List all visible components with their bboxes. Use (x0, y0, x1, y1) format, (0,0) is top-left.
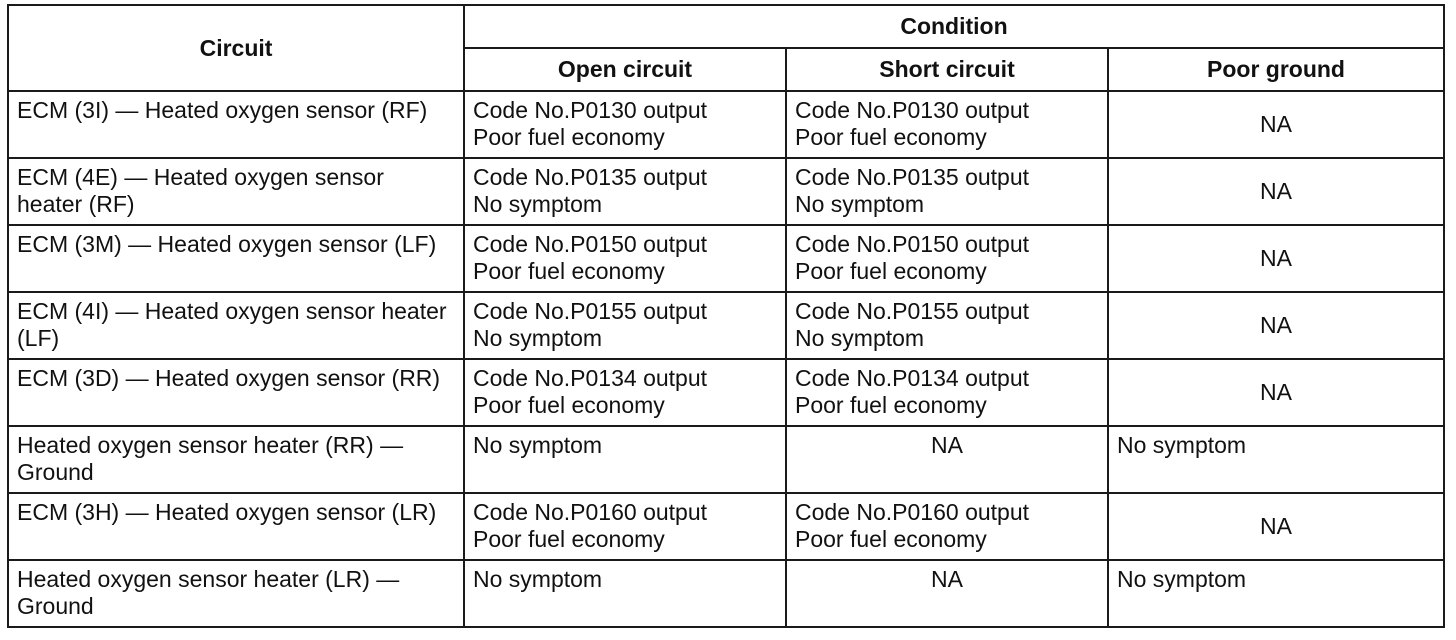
circuit-condition-table (7, 4, 1445, 628)
circuit-cell: ECM (3M) — Heated oxygen sensor (LF) (8, 225, 464, 292)
poor-ground-cell: No symptom (1108, 560, 1444, 627)
circuit-cell: Heated oxygen sensor heater (RR) — Ground (8, 426, 464, 493)
open-circuit-cell: Code No.P0135 output No symptom (464, 158, 786, 225)
header-poor-ground: Poor ground (1108, 48, 1444, 91)
circuit-cell: ECM (3I) — Heated oxygen sensor (RF) (8, 91, 464, 158)
header-condition: Condition (464, 5, 1444, 48)
open-circuit-cell: Code No.P0150 output Poor fuel economy (464, 225, 786, 292)
open-circuit-cell: Code No.P0160 output Poor fuel economy (464, 493, 786, 560)
table-row (8, 158, 1444, 225)
open-circuit-cell: Code No.P0155 output No symptom (464, 292, 786, 359)
short-circuit-cell: Code No.P0135 output No symptom (786, 158, 1108, 225)
poor-ground-cell: NA (1108, 158, 1444, 225)
circuit-cell: ECM (4E) — Heated oxygen sensor heater (RF) (8, 158, 464, 225)
table-row (8, 225, 1444, 292)
circuit-cell: ECM (3D) — Heated oxygen sensor (RR) (8, 359, 464, 426)
circuit-cell: ECM (4I) — Heated oxygen sensor heater (LF) (8, 292, 464, 359)
open-circuit-cell: No symptom (464, 426, 786, 493)
poor-ground-cell: NA (1108, 493, 1444, 560)
header-short-circuit: Short circuit (786, 48, 1108, 91)
short-circuit-cell: Code No.P0155 output No symptom (786, 292, 1108, 359)
short-circuit-cell: NA (786, 560, 1108, 627)
table-row (8, 560, 1444, 627)
diagnosis-table-container (7, 4, 1445, 628)
poor-ground-cell: NA (1108, 359, 1444, 426)
circuit-cell: ECM (3H) — Heated oxygen sensor (LR) (8, 493, 464, 560)
header-circuit: Circuit (8, 5, 464, 91)
table-row (8, 493, 1444, 560)
table-row (8, 426, 1444, 493)
poor-ground-cell: NA (1108, 292, 1444, 359)
open-circuit-cell: No symptom (464, 560, 786, 627)
poor-ground-cell: NA (1108, 91, 1444, 158)
short-circuit-cell: Code No.P0134 output Poor fuel economy (786, 359, 1108, 426)
open-circuit-cell: Code No.P0134 output Poor fuel economy (464, 359, 786, 426)
header-open-circuit: Open circuit (464, 48, 786, 91)
short-circuit-cell: Code No.P0160 output Poor fuel economy (786, 493, 1108, 560)
open-circuit-cell: Code No.P0130 output Poor fuel economy (464, 91, 786, 158)
circuit-cell: Heated oxygen sensor heater (LR) — Ground (8, 560, 464, 627)
table-row (8, 292, 1444, 359)
short-circuit-cell: NA (786, 426, 1108, 493)
table-row (8, 359, 1444, 426)
table-row (8, 91, 1444, 158)
poor-ground-cell: NA (1108, 225, 1444, 292)
short-circuit-cell: Code No.P0130 output Poor fuel economy (786, 91, 1108, 158)
short-circuit-cell: Code No.P0150 output Poor fuel economy (786, 225, 1108, 292)
poor-ground-cell: No symptom (1108, 426, 1444, 493)
